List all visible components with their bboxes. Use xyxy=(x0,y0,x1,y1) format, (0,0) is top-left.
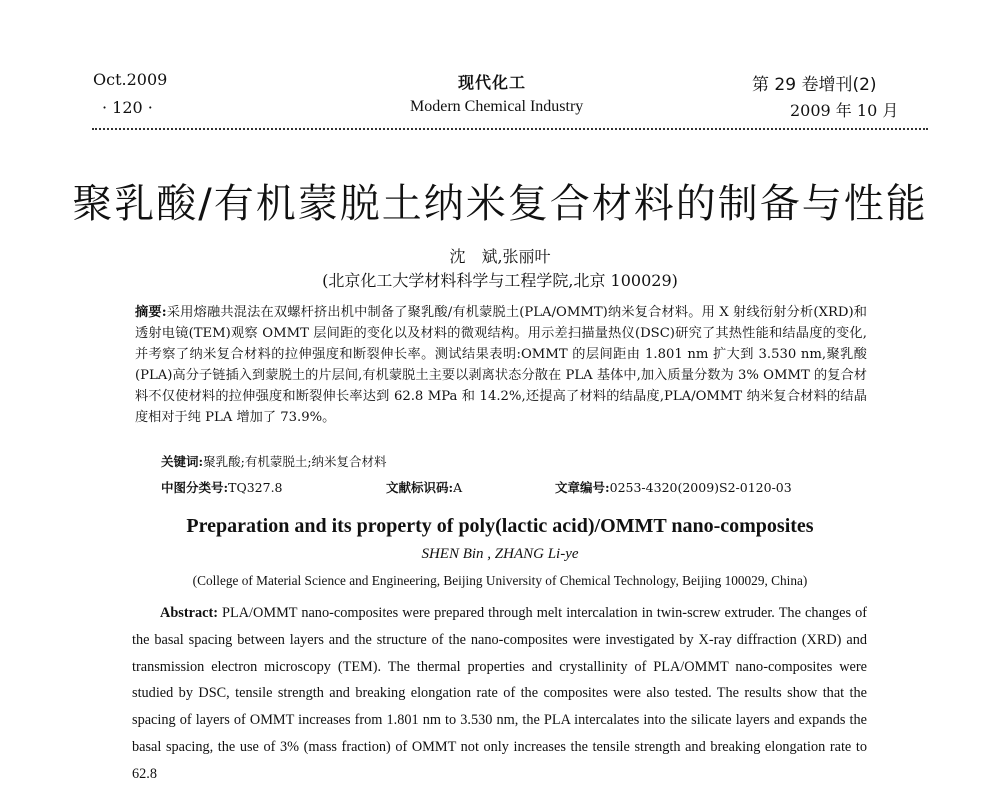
abstract-cn-label: 摘要: xyxy=(135,305,167,320)
doc-code-label: 文献标识码: xyxy=(386,480,454,495)
clc-value: TQ327.8 xyxy=(228,480,283,495)
header-volume: 第 29 卷增刊(2) xyxy=(752,75,877,95)
keywords-text: 聚乳酸;有机蒙脱土;纳米复合材料 xyxy=(203,454,387,469)
clc-label: 中图分类号: xyxy=(161,480,229,495)
header-rule xyxy=(92,128,928,130)
clc-number xyxy=(161,478,283,496)
authors-en: SHEN Bin , ZHANG Li-ye xyxy=(421,546,579,562)
article-number-value: 0253-4320(2009)S2-0120-03 xyxy=(609,480,792,495)
abstract-cn-text: 采用熔融共混法在双螺杆挤出机中制备了聚乳酸/有机蒙脱土(PLA/OMMT)纳米复合材料。用 X 射线衍射分析(XRD)和透射电镜(TEM)观察 OMMT 层间距的变化以及材料的微观结构。用示差扫描量热仪(DSC)研究了其热性能和结晶度的变化,并考察了纳米复合材料的拉伸强度和断裂伸长率。测试结果表明:OMMT 的层间距由 1.801 nm 扩大到 3.530 nm,聚乳酸(PLA)高分子链插入到蒙脱土的片层间,有机蒙脱土主要以剥离状态分散在 PLA 基体中,加入质量分数为 3% OMMT 的复合材料不仅使材料的拉伸强度和断裂伸长率达到 62.8 MPa 和 14.2%,还提高了材料的结晶度,PLA/OMMT 纳米复合材料的结晶度相对于纯 PLA 增加了 73.9%。 xyxy=(135,305,867,425)
article-number-label: 文章编号: xyxy=(555,480,610,495)
affiliation-en: (College of Material Science and Engineering, Beijing University of Chemical Technology, Beijing 100029, China) xyxy=(192,573,808,588)
abstract-cn xyxy=(135,302,867,428)
header-journal-en: Modern Chemical Industry xyxy=(410,98,584,115)
header-date-en: Oct.2009 xyxy=(93,70,168,89)
authors-cn: 沈 斌,张丽叶 xyxy=(449,247,551,266)
abstract-en-label: Abstract: xyxy=(160,605,218,621)
doc-code-value: A xyxy=(453,480,463,495)
header-page-number: · 120 · xyxy=(102,98,153,117)
paper-title-cn: 聚乳酸/有机蒙脱土纳米复合材料的制备与性能 xyxy=(72,181,928,227)
article-number xyxy=(555,478,792,496)
paper-title-en: Preparation and its property of poly(lactic acid)/OMMT nano-composites xyxy=(186,515,814,537)
keywords-cn xyxy=(161,452,387,470)
keywords-label: 关键词: xyxy=(161,454,204,469)
abstract-en xyxy=(132,600,867,788)
abstract-en-text: PLA/OMMT nano-composites were prepared through melt intercalation in twin-screw extruder. The changes of the basal spacing between layers and the structure of the nano-composites were investigated by X-ray diffraction (XRD) and transmission electron microscopy (TEM). The thermal properties and crystallinity of PLA/OMMT nano-composites were studied by DSC, tensile strength and breaking elongation rate of the composites were also tested. The results show that the spacing of layers of OMMT increases from 1.801 nm to 3.530 nm, the PLA intercalates into the silicate layers and expands the basal spacing, the use of 3% (mass fraction) of OMMT not only increases the tensile strength and breaking elongation rate to 62.8 xyxy=(132,605,868,782)
header-journal-cn: 现代化工 xyxy=(458,73,527,92)
affiliation-cn: (北京化工大学材料科学与工程学院,北京 100029) xyxy=(322,271,678,290)
header-date-cn: 2009 年 10 月 xyxy=(790,101,899,120)
document-code xyxy=(386,478,462,496)
